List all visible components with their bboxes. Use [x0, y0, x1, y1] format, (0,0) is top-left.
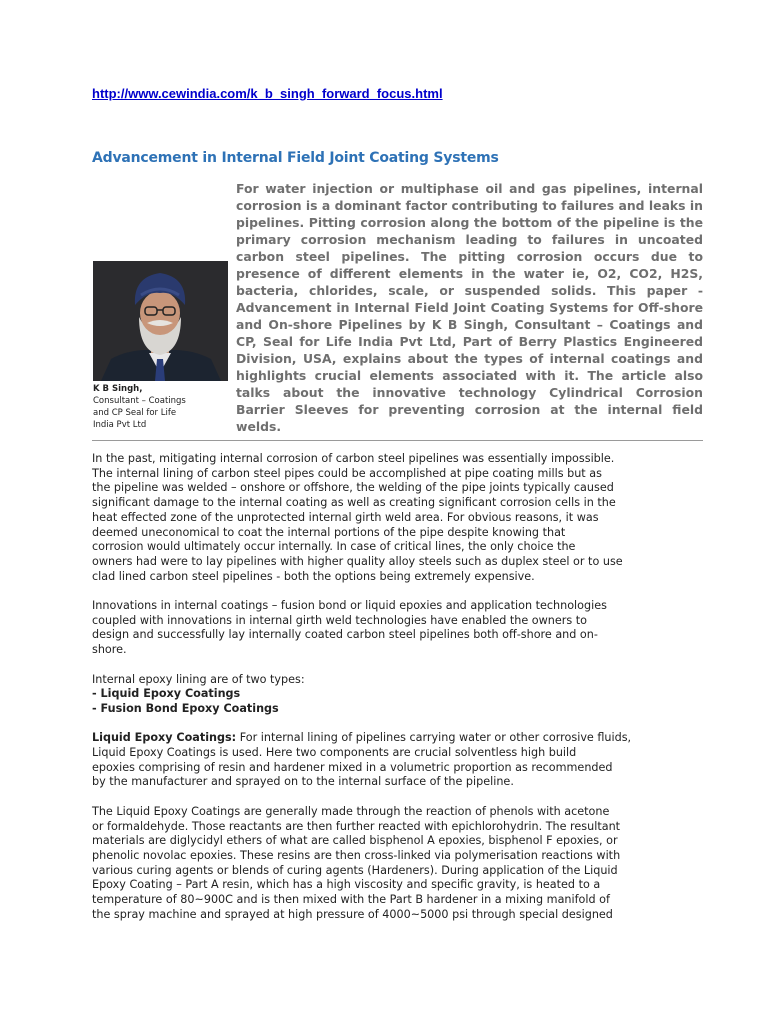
article-abstract: For water injection or multiphase oil and gas pipelines, internal corrosion is a dominant factor contributing to failures and leaks in pipelines. Pitting corrosion along the bottom of the pipeline is the primary corrosion mechanism leading to failures in uncoated carbon steel pipelines. The pitting corrosion occurs due to presence of different elements in the water ie, O2, CO2, H2S, bacteria, chlorides, scale, or suspended solids. This paper - Advancement in Internal Field Joint Coating Systems for Off-shore and On-shore Pipelines by K B Singh, Consultant – Coatings and CP, Seal for Life India Pvt Ltd, Part of Berry Plastics Engineered Division, USA, explains about the types of internal coatings and highlights crucial elements associated with it. The article also talks about the innovative technology Cylindrical Corrosion Barrier Sleeves for preventing corrosion at the internal field welds. [236, 181, 703, 434]
coating-types-list [92, 673, 692, 717]
list-item: - Liquid Epoxy Coatings [92, 687, 241, 701]
author-caption [93, 383, 233, 431]
body-paragraph: In the past, mitigating internal corrosion of carbon steel pipelines was essentially impossible. The internal lining of carbon steel pipes could be accomplished at pipe coating mills but as the pipeline was welded – onshore or offshore, the welding of the pipe joints typically caused significant damage to the internal coating as well as creating significant corrosion cells in the heat effected zone of the unprotected internal girth weld area. For obvious reasons, it was deemed uneconomical to coat the internal portions of the pipe despite knowing that corrosion would ultimately occur internally. In case of critical lines, the only choice the owners had were to lay pipelines with higher quality alloy steels such as duplex steel or to use clad lined carbon steel pipelines - both the options being extremely expensive. [92, 452, 623, 583]
author-portrait-image [93, 261, 228, 381]
author-name: K B Singh, [93, 384, 143, 394]
list-intro: Internal epoxy lining are of two types: [92, 672, 305, 686]
body-paragraph: Innovations in internal coatings – fusion bond or liquid epoxies and application technologies coupled with innovations in internal girth weld technologies have enabled the owners to design and successfully lay internally coated carbon steel pipelines both off-shore and on- shore. [92, 599, 607, 657]
author-role-line: Consultant – Coatings [93, 396, 186, 406]
body-paragraph: The Liquid Epoxy Coatings are generally made through the reaction of phenols with acetone or formaldehyde. Those reactants are then further reacted with epichlorohydrin. The resultant materials are diglycidyl ethers of what are called bisphenol A epoxies, bisphenol F epoxies, or phenolic novolac epoxies. These resins are then cross-linked via polymerisation reactions with various curing agents or blends of curing agents (Hardeners). During application of the Liquid Epoxy Coating – Part A resin, which has a high viscosity and specific gravity, is heated to a temperature of 80~900C and is then mixed with the Part B hardener in a mixing manifold of the spray machine and sprayed at high pressure of 4000~5000 psi through special designed [92, 804, 621, 921]
article-body [92, 452, 692, 937]
section-lead: Liquid Epoxy Coatings: [92, 731, 237, 745]
author-role-line: and CP Seal for Life [93, 408, 177, 418]
article-title: Advancement in Internal Field Joint Coating Systems [92, 150, 499, 166]
source-url-link[interactable]: http://www.cewindia.com/k_b_singh_forward_focus.html [92, 86, 443, 101]
body-paragraph: Liquid Epoxy Coatings: For internal lining of pipelines carrying water or other corrosive fluids, Liquid Epoxy Coatings is used. Here two components are crucial solventless high build epoxies comprising of resin and hardener mixed in a volumetric proportion as recommended by the manufacturer and sprayed on to the internal surface of the pipeline. [92, 731, 632, 789]
author-role-line: India Pvt Ltd [93, 420, 147, 430]
author-photo [93, 261, 228, 381]
list-item: - Fusion Bond Epoxy Coatings [92, 701, 279, 715]
divider-line [92, 440, 703, 441]
